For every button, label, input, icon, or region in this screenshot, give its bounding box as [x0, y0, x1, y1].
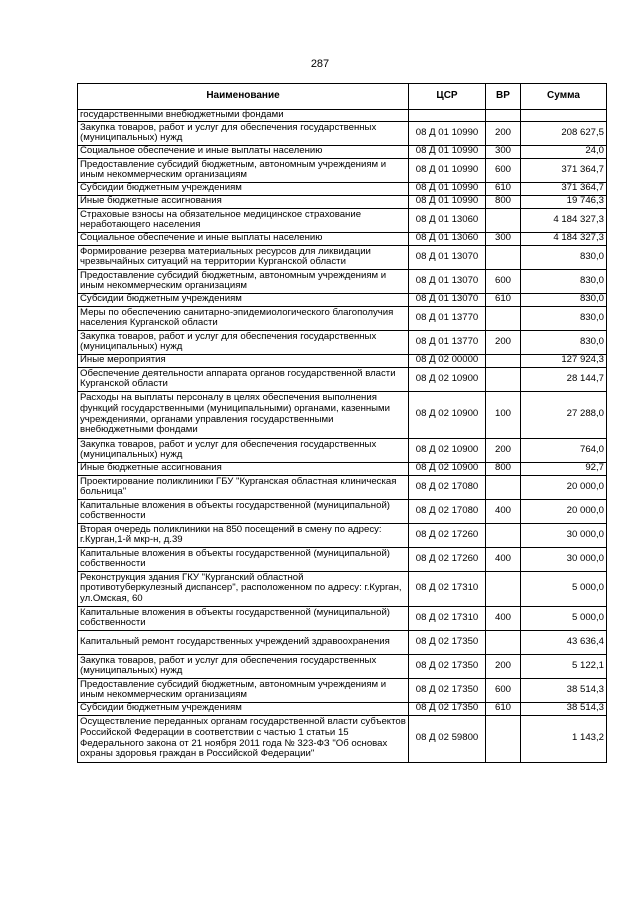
table-row [78, 523, 607, 547]
cell-name: Закупка товаров, работ и услуг для обеспечения государственных (муниципальных) нужд [78, 438, 409, 462]
budget-table [77, 83, 607, 763]
cell-name: Капитальные вложения в объекты государственной (муниципальной) собственности [78, 499, 409, 523]
cell-name: Вторая очередь поликлиники на 850 посещений в смену по адресу: г.Курган,1-й мкр-н, д.39 [78, 523, 409, 547]
cell-name: Иные бюджетные ассигнования [78, 195, 409, 208]
cell-sum: 92,7 [521, 462, 607, 475]
table-row [78, 571, 607, 606]
cell-name: Реконструкция здания ГКУ "Курганский областной противотуберкулезный диспансер", расположенном по адресу: г.Курган, ул.Омская, 60 [78, 571, 409, 606]
cell-csr: 08 Д 02 17260 [409, 547, 486, 571]
cell-csr: 08 Д 01 10990 [409, 158, 486, 182]
cell-sum: 4 184 327,3 [521, 208, 607, 232]
cell-name: Иные мероприятия [78, 354, 409, 367]
cell-name: Закупка товаров, работ и услуг для обеспечения государственных (муниципальных) нужд [78, 330, 409, 354]
cell-vr: 400 [486, 547, 521, 571]
cell-csr: 08 Д 02 10900 [409, 367, 486, 391]
table-row [78, 330, 607, 354]
cell-vr: 200 [486, 654, 521, 678]
cell-vr: 600 [486, 158, 521, 182]
cell-vr: 200 [486, 121, 521, 145]
cell-csr: 08 Д 01 10990 [409, 145, 486, 158]
table-row [78, 145, 607, 158]
cell-name: Социальное обеспечение и иные выплаты населению [78, 145, 409, 158]
cell-sum: 24,0 [521, 145, 607, 158]
cell-vr [486, 110, 521, 122]
cell-sum: 371 364,7 [521, 182, 607, 195]
cell-name: Капитальные вложения в объекты государственной (муниципальной) собственности [78, 606, 409, 630]
table-row [78, 306, 607, 330]
cell-csr: 08 Д 01 13770 [409, 330, 486, 354]
cell-vr [486, 715, 521, 762]
cell-csr: 08 Д 01 13060 [409, 208, 486, 232]
cell-vr: 600 [486, 678, 521, 702]
cell-sum: 830,0 [521, 269, 607, 293]
cell-vr: 400 [486, 606, 521, 630]
cell-vr: 400 [486, 499, 521, 523]
cell-sum: 28 144,7 [521, 367, 607, 391]
cell-vr: 100 [486, 391, 521, 438]
cell-vr [486, 306, 521, 330]
table-row [78, 121, 607, 145]
cell-vr [486, 208, 521, 232]
cell-csr: 08 Д 01 13060 [409, 232, 486, 245]
cell-name: Осуществление переданных органам государственной власти субъектов Российской Федерации в соответствии с частью 1 статьи 15 Федерального закона от 21 ноября 2011 года № 323-ФЗ "Об основах охраны здоровья граждан в Российской Федерации" [78, 715, 409, 762]
cell-csr: 08 Д 01 10990 [409, 182, 486, 195]
cell-sum: 127 924,3 [521, 354, 607, 367]
cell-name: Социальное обеспечение и иные выплаты населению [78, 232, 409, 245]
header-name: Наименование [78, 84, 409, 110]
cell-vr [486, 367, 521, 391]
header-csr: ЦСР [409, 84, 486, 110]
cell-sum: 5 122,1 [521, 654, 607, 678]
table-row [78, 232, 607, 245]
cell-csr: 08 Д 01 13070 [409, 293, 486, 306]
cell-csr [409, 110, 486, 122]
table-row [78, 438, 607, 462]
table-row [78, 715, 607, 762]
cell-vr: 800 [486, 462, 521, 475]
cell-vr: 200 [486, 330, 521, 354]
cell-sum: 27 288,0 [521, 391, 607, 438]
cell-vr: 610 [486, 293, 521, 306]
cell-csr: 08 Д 01 10990 [409, 121, 486, 145]
cell-name: Предоставление субсидий бюджетным, автономным учреждениям и иным некоммерческим организациям [78, 158, 409, 182]
cell-vr [486, 245, 521, 269]
table-row [78, 354, 607, 367]
cell-csr: 08 Д 02 17080 [409, 475, 486, 499]
cell-vr [486, 571, 521, 606]
table-row [78, 547, 607, 571]
table-row [78, 606, 607, 630]
table-row [78, 475, 607, 499]
table-row [78, 678, 607, 702]
cell-csr: 08 Д 02 17080 [409, 499, 486, 523]
cell-sum: 371 364,7 [521, 158, 607, 182]
cell-name: Проектирование поликлиники ГБУ "Курганская областная клиническая больница" [78, 475, 409, 499]
cell-name: Субсидии бюджетным учреждениям [78, 182, 409, 195]
cell-sum: 38 514,3 [521, 702, 607, 715]
cell-name: Субсидии бюджетным учреждениям [78, 293, 409, 306]
cell-name: Субсидии бюджетным учреждениям [78, 702, 409, 715]
table-row [78, 182, 607, 195]
cell-name: Меры по обеспечению санитарно-эпидемиологического благополучия населения Курганской области [78, 306, 409, 330]
cell-name: Обеспечение деятельности аппарата органов государственной власти Курганской области [78, 367, 409, 391]
cell-name: Иные бюджетные ассигнования [78, 462, 409, 475]
cell-vr: 200 [486, 438, 521, 462]
cell-vr: 600 [486, 269, 521, 293]
cell-sum: 20 000,0 [521, 499, 607, 523]
cell-sum: 830,0 [521, 330, 607, 354]
cell-name: Капитальный ремонт государственных учреждений здравоохранения [78, 630, 409, 654]
table-row [78, 391, 607, 438]
header-vr: ВР [486, 84, 521, 110]
table-row [78, 208, 607, 232]
cell-sum: 5 000,0 [521, 606, 607, 630]
table-row [78, 630, 607, 654]
header-sum: Сумма [521, 84, 607, 110]
cell-vr [486, 475, 521, 499]
cell-csr: 08 Д 02 17350 [409, 678, 486, 702]
table-row [78, 702, 607, 715]
cell-csr: 08 Д 02 17310 [409, 571, 486, 606]
cell-name: Закупка товаров, работ и услуг для обеспечения государственных (муниципальных) нужд [78, 121, 409, 145]
cell-csr: 08 Д 01 13070 [409, 269, 486, 293]
table-row [78, 158, 607, 182]
cell-csr: 08 Д 02 59800 [409, 715, 486, 762]
cell-sum: 830,0 [521, 306, 607, 330]
table-row [78, 462, 607, 475]
table-row [78, 293, 607, 306]
cell-sum: 38 514,3 [521, 678, 607, 702]
cell-name: Предоставление субсидий бюджетным, автономным учреждениям и иным некоммерческим организациям [78, 678, 409, 702]
cell-sum: 30 000,0 [521, 523, 607, 547]
cell-sum: 19 746,3 [521, 195, 607, 208]
cell-csr: 08 Д 02 10900 [409, 391, 486, 438]
cell-sum: 30 000,0 [521, 547, 607, 571]
cell-sum: 830,0 [521, 293, 607, 306]
cell-vr: 610 [486, 182, 521, 195]
cell-vr: 800 [486, 195, 521, 208]
cell-csr: 08 Д 02 17350 [409, 654, 486, 678]
cell-csr: 08 Д 02 17350 [409, 630, 486, 654]
table-body [78, 110, 607, 763]
table-row [78, 195, 607, 208]
table-header-row [78, 84, 607, 110]
cell-sum: 1 143,2 [521, 715, 607, 762]
cell-csr: 08 Д 02 00000 [409, 354, 486, 367]
cell-sum [521, 110, 607, 122]
cell-name: Формирование резерва материальных ресурсов для ликвидации чрезвычайных ситуаций на территории Курганской области [78, 245, 409, 269]
cell-sum: 830,0 [521, 245, 607, 269]
cell-csr: 08 Д 02 10900 [409, 438, 486, 462]
cell-vr: 300 [486, 232, 521, 245]
cell-name: Страховые взносы на обязательное медицинское страхование неработающего населения [78, 208, 409, 232]
table-row [78, 654, 607, 678]
cell-vr [486, 354, 521, 367]
cell-vr: 300 [486, 145, 521, 158]
cell-csr: 08 Д 01 10990 [409, 195, 486, 208]
cell-name: государственными внебюджетными фондами [78, 110, 409, 122]
cell-csr: 08 Д 01 13070 [409, 245, 486, 269]
cell-sum: 43 636,4 [521, 630, 607, 654]
cell-sum: 4 184 327,3 [521, 232, 607, 245]
cell-csr: 08 Д 02 10900 [409, 462, 486, 475]
cell-name: Предоставление субсидий бюджетным, автономным учреждениям и иным некоммерческим организациям [78, 269, 409, 293]
table-row [78, 499, 607, 523]
cell-sum: 764,0 [521, 438, 607, 462]
table-row [78, 269, 607, 293]
cell-csr: 08 Д 02 17350 [409, 702, 486, 715]
cell-vr [486, 630, 521, 654]
table-row [78, 110, 607, 122]
cell-csr: 08 Д 01 13770 [409, 306, 486, 330]
cell-sum: 5 000,0 [521, 571, 607, 606]
cell-csr: 08 Д 02 17310 [409, 606, 486, 630]
table-row [78, 367, 607, 391]
table-row [78, 245, 607, 269]
page-number: 287 [310, 58, 330, 70]
cell-name: Капитальные вложения в объекты государственной (муниципальной) собственности [78, 547, 409, 571]
cell-sum: 20 000,0 [521, 475, 607, 499]
cell-vr: 610 [486, 702, 521, 715]
cell-name: Закупка товаров, работ и услуг для обеспечения государственных (муниципальных) нужд [78, 654, 409, 678]
cell-csr: 08 Д 02 17260 [409, 523, 486, 547]
cell-vr [486, 523, 521, 547]
cell-name: Расходы на выплаты персоналу в целях обеспечения выполнения функций государственными (муниципальными) органами, казенными учреждениями, органами управления государственными внебюджетными фондами [78, 391, 409, 438]
cell-sum: 208 627,5 [521, 121, 607, 145]
